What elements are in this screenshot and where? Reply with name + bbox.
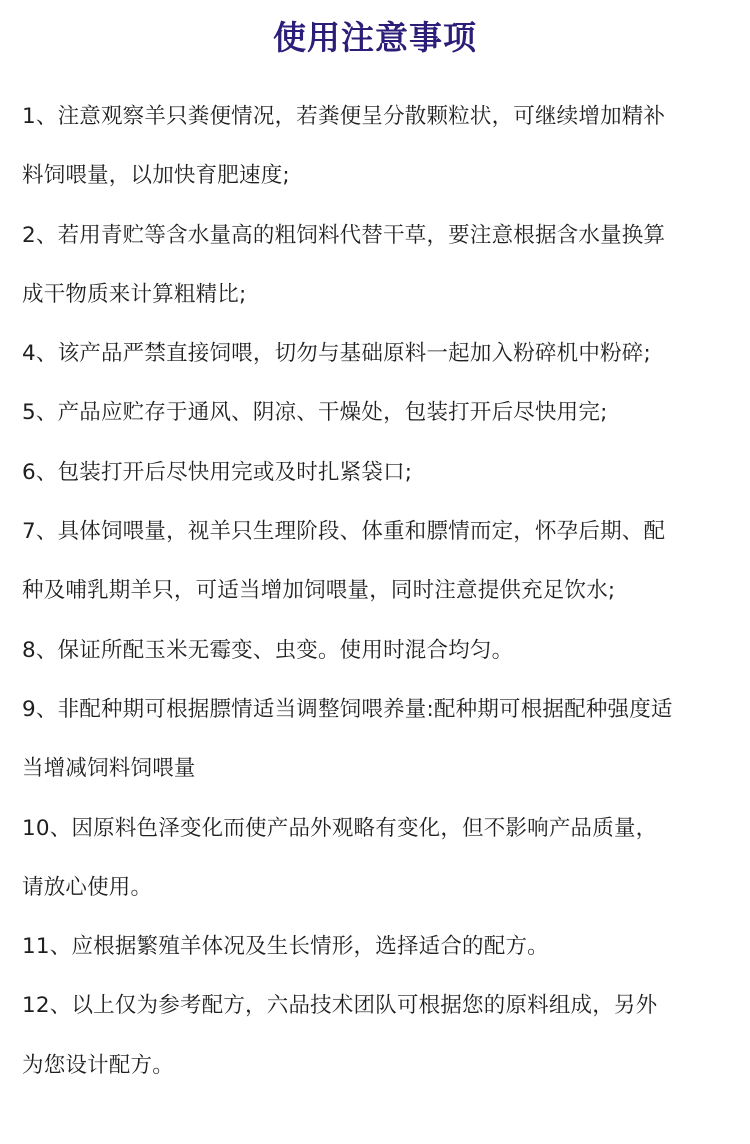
note-line-13: 10、因原料色泽变化而使产品外观略有变化，但不影响产品质量， <box>22 815 658 841</box>
page-title: 使用注意事项 <box>273 18 477 57</box>
note-line-12: 当增减饲料饲喂量 <box>22 756 196 782</box>
note-line-7: 6、包装打开后尽快用完或及时扎紧袋口; <box>22 459 413 485</box>
note-line-5: 4、该产品严禁直接饲喂，切勿与基础原料一起加入粉碎机中粉碎; <box>22 341 651 367</box>
note-line-10: 8、保证所配玉米无霉变、虫变。使用时混合均匀。 <box>22 637 514 663</box>
note-line-1: 1、注意观察羊只粪便情况，若粪便呈分散颗粒状，可继续增加精补 <box>22 104 666 129</box>
note-line-16: 12、以上仅为参考配方，六品技术团队可根据您的原料组成，另外 <box>22 993 658 1019</box>
notes-list <box>22 87 734 1095</box>
note-line-2: 料饲喂量，以加快育肥速度; <box>22 163 290 189</box>
note-line-3: 2、若用青贮等含水量高的粗饲料代替干草，要注意根据含水量换算 <box>22 222 666 248</box>
note-line-11: 9、非配种期可根据膘情适当调整饲喂养量:配种期可根据配种强度适 <box>22 696 673 722</box>
note-line-15: 11、应根据繁殖羊体况及生长情形，选择适合的配方。 <box>22 934 549 960</box>
note-line-6: 5、产品应贮存于通风、阴凉、干燥处，包装打开后尽快用完; <box>22 400 608 426</box>
note-line-14: 请放心使用。 <box>22 874 153 900</box>
note-line-17: 为您设计配方。 <box>22 1052 174 1078</box>
note-line-9: 种及哺乳期羊只，可适当增加饲喂量，同时注意提供充足饮水; <box>22 578 616 604</box>
note-line-4: 成干物质来计算粗精比; <box>22 281 247 307</box>
note-line-8: 7、具体饲喂量，视羊只生理阶段、体重和膘情而定，怀孕后期、配 <box>22 519 666 545</box>
